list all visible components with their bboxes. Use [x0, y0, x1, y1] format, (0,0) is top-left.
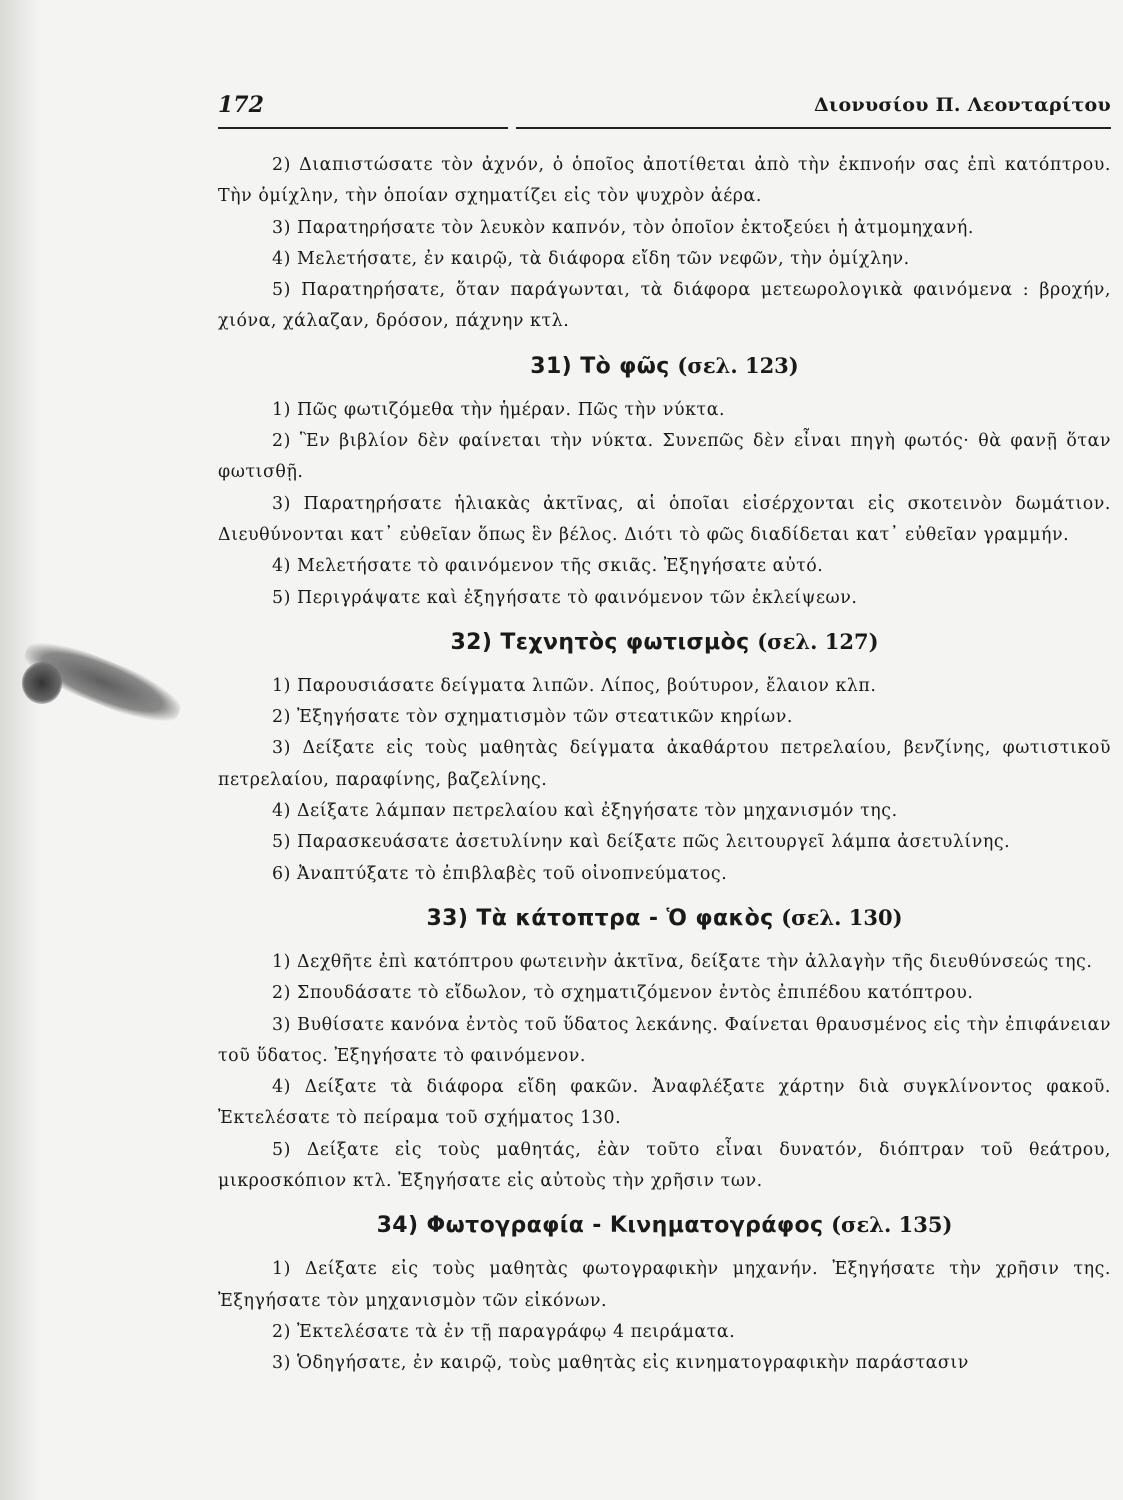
paragraph: 3) Ὁδηγήσατε, ἐν καιρῷ, τοὺς μαθητὰς εἰς κινηματογραφικὴν παράστασιν: [272, 1353, 969, 1374]
paragraph: 1) Δείξατε εἰς τοὺς μαθητὰς φωτογραφικὴν μηχανήν. Ἐξηγήσατε τὴν χρῆσιν της. Ἐξηγήσατε τὸν μηχανισμὸν τῶν εἰκόνων.: [218, 1259, 1111, 1311]
page-edge-shadow: [0, 0, 40, 1500]
header-rule-right: [516, 127, 1111, 129]
paragraph: 5) Δείξατε εἰς τοὺς μαθητάς, ἐὰν τοῦτο εἶναι δυνατόν, διόπτραν τοῦ θεάτρου, μικροσκόπιον κτλ. Ἐξηγήσατε εἰς αὐτοὺς τὴν χρῆσιν των.: [218, 1139, 1111, 1192]
page-header: [218, 92, 1111, 128]
paragraph: 1) Πῶς φωτιζόμεθα τὴν ἡμέραν. Πῶς τὴν νύκτα.: [272, 399, 726, 420]
paragraph: 2) Ἓν βιβλίον δὲν φαίνεται τὴν νύκτα. Συνεπῶς δὲν εἶναι πηγὴ φωτός· θὰ φανῇ ὅταν φωτισθῇ.: [218, 431, 1111, 483]
paragraph: 5) Παρασκευάσατε ἀσετυλίνην καὶ δείξατε πῶς λειτουργεῖ λάμπα ἀσετυλίνης.: [272, 832, 1011, 853]
paragraph: 2) Ἐξηγήσατε τὸν σχηματισμὸν τῶν στεατικῶν κηρίων.: [272, 707, 793, 728]
section-heading: [218, 624, 1111, 661]
paragraph: 4) Δείξατε λάμπαν πετρελαίου καὶ ἐξηγήσατε τὸν μηχανισμόν της.: [272, 801, 898, 822]
running-title: Διονυσίου Π. Λεονταρίτου: [813, 94, 1111, 116]
paragraph: 4) Μελετήσατε, ἐν καιρῷ, τὰ διάφορα εἴδη τῶν νεφῶν, τὴν ὁμίχλην.: [272, 248, 910, 269]
section-page-ref: (σελ. 130): [781, 904, 903, 930]
page-body: [218, 150, 1111, 1380]
section-heading: [218, 900, 1111, 937]
section-34: [218, 1207, 1111, 1379]
paragraph: 3) Παρατηρήσατε τὸν λευκὸν καπνόν, τὸν ὁποῖον ἐκτοξεύει ἡ ἀτμομηχανή.: [272, 217, 974, 238]
paragraph: 2) Διαπιστώσατε τὸν ἀχνόν, ὁ ὁποῖος ἀποτίθεται ἀπὸ τὴν ἐκπνοήν σας ἐπὶ κατόπτρου. Τὴν ὁμίχλην, τὴν ὁποίαν σχηματίζει εἰς τὸν ψυχρὸν ἀέρα.: [218, 155, 1111, 207]
paragraph: 3) Βυθίσατε κανόνα ἐντὸς τοῦ ὕδατος λεκάνης. Φαίνεται θραυσμένος εἰς τὴν ἐπιφάνειαν τοῦ ὕδατος. Ἐξηγήσατε τὸ φαινόμενον.: [218, 1014, 1111, 1066]
paragraph: 5) Περιγράψατε καὶ ἐξηγήσατε τὸ φαινόμενον τῶν ἐκλείψεων.: [272, 587, 858, 608]
paragraph: 6) Ἀναπτύξατε τὸ ἐπιβλαβὲς τοῦ οἰνοπνεύματος.: [272, 863, 728, 884]
section-31: [218, 348, 1111, 614]
section-title: 34) Φωτογραφία - Κινηματογράφος: [376, 1213, 824, 1239]
paragraph: 5) Παρατηρήσατε, ὅταν παράγωνται, τὰ διάφορα μετεωρολογικὰ φαινόμενα : βροχήν, χιόνα, χάλαζαν, δρόσον, πάχνην κτλ.: [218, 280, 1111, 332]
paragraph: 3) Δείξατε εἰς τοὺς μαθητὰς δείγματα ἀκαθάρτου πετρελαίου, βενζίνης, φωτιστικοῦ πετρελαίου, παραφίνης, βαζελίνης.: [218, 738, 1111, 790]
paragraph: 1) Δεχθῆτε ἐπὶ κατόπτρου φωτεινὴν ἀκτῖνα, δείξατε τὴν ἀλλαγὴν τῆς διευθύνσεώς της.: [272, 951, 1093, 972]
ink-blot: [22, 662, 62, 704]
section-title: 33) Τὰ κάτοπτρα - Ὁ φακὸς: [426, 905, 774, 931]
section-heading: [218, 348, 1111, 385]
paragraph: 1) Παρουσιάσατε δείγματα λιπῶν. Λίπος, βούτυρον, ἔλαιον κλπ.: [272, 675, 877, 696]
section-33: [218, 900, 1111, 1197]
paragraph: 4) Δείξατε τὰ διάφορα εἴδη φακῶν. Ἀναφλέξατε χάρτην διὰ συγκλίνοντος φακοῦ. Ἐκτελέσατε τὸ πείραμα τοῦ σχήματος 130.: [218, 1077, 1111, 1129]
header-rule-left: [218, 127, 508, 129]
section-title: 31) Τὸ φῶς: [530, 353, 670, 379]
paragraph: 2) Ἐκτελέσατε τὰ ἐν τῇ παραγράφῳ 4 πειράματα.: [272, 1321, 736, 1342]
section-page-ref: (σελ. 135): [831, 1212, 953, 1238]
intro-section: [218, 150, 1111, 338]
paragraph: 3) Παρατηρήσατε ἡλιακὰς ἀκτῖνας, αἱ ὁποῖαι εἰσέρχονται εἰς σκοτεινὸν δωμάτιον. Διευθύνονται κατ᾽ εὐθεῖαν ὅπως ἓν βέλος. Διότι τὸ φῶς διαδίδεται κατ᾽ εὐθεῖαν γραμμήν.: [218, 493, 1111, 545]
section-page-ref: (σελ. 123): [677, 352, 799, 378]
section-page-ref: (σελ. 127): [757, 628, 879, 654]
section-title: 32) Τεχνητὸς φωτισμὸς: [450, 629, 750, 655]
paragraph: 4) Μελετήσατε τὸ φαινόμενον τῆς σκιᾶς. Ἐξηγήσατε αὐτό.: [272, 556, 824, 577]
section-32: [218, 624, 1111, 890]
page-number: 172: [218, 92, 264, 118]
paragraph: 2) Σπουδάσατε τὸ εἴδωλον, τὸ σχηματιζόμενον ἐντὸς ἐπιπέδου κατόπτρου.: [272, 983, 974, 1004]
section-heading: [218, 1207, 1111, 1244]
